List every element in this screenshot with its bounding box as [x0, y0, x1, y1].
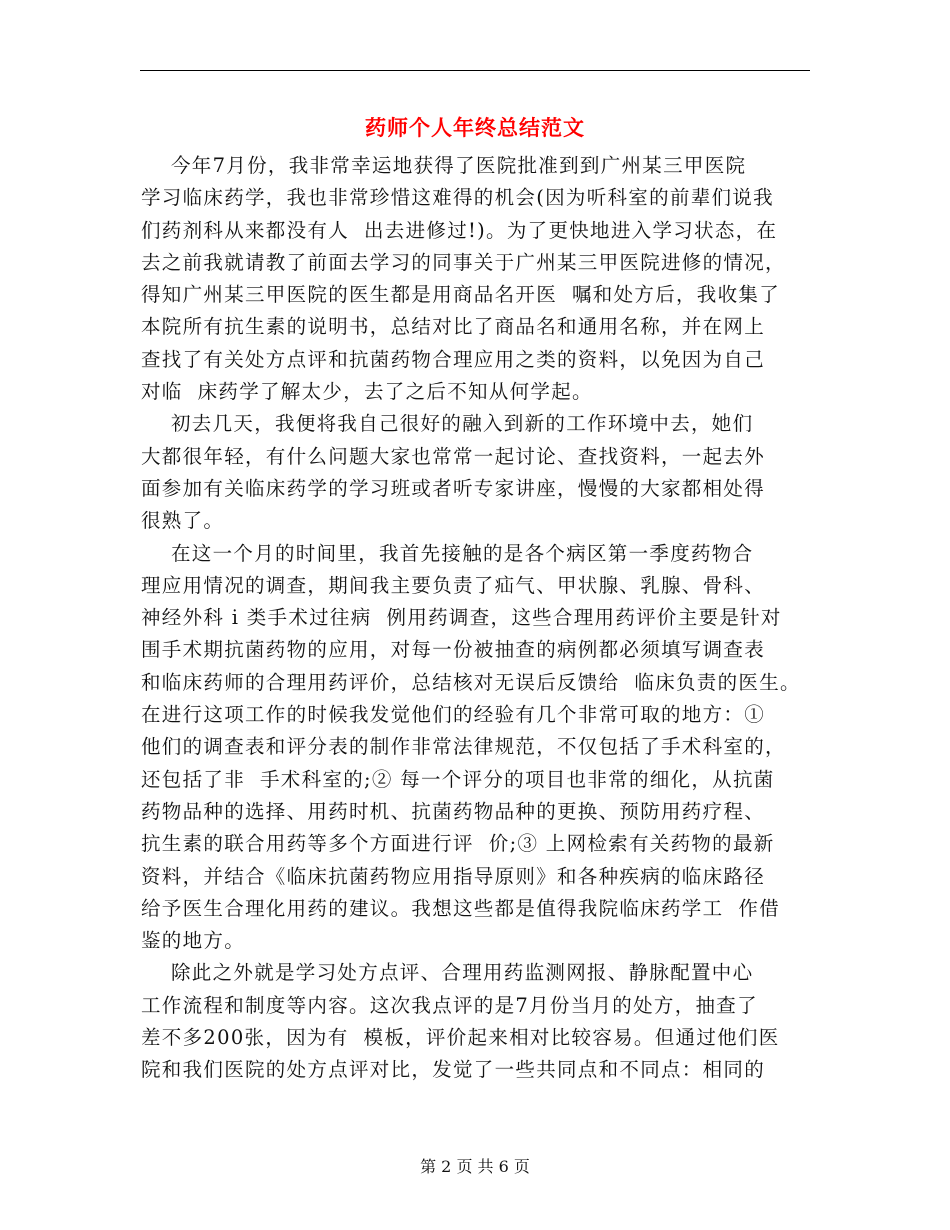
body-line: 查找了有关处方点评和抗菌药物合理应用之类的资料，以免因为自己	[141, 347, 766, 371]
body-line: 得知广州某三甲医院的医生都是用商品名开医 嘱和处方后，我收集了	[141, 283, 780, 307]
body-line: 抗生素的联合用药等多个方面进行评 价;③ 上网检索有关药物的最新	[141, 832, 775, 856]
body-line: 很熟了。	[141, 509, 225, 533]
body-line: 在进行这项工作的时候我发觉他们的经验有几个非常可取的地方：①	[141, 703, 766, 727]
body-line: 本院所有抗生素的说明书，总结对比了商品名和通用名称，并在网上	[141, 315, 766, 339]
page-footer: 第 2 页 共 6 页	[420, 1157, 530, 1176]
document-body	[141, 150, 821, 1087]
body-line: 给予医生合理化用药的建议。我想这些都是值得我院临床药学工 作借	[141, 896, 780, 920]
body-line: 大都很年轻，有什么问题大家也常常一起讨论、查找资料，一起去外	[141, 444, 766, 468]
body-line: 神经外科 i 类手术过往病 例用药调查，这些合理用药评价主要是针对	[141, 606, 782, 630]
body-line: 和临床药师的合理用药评价，总结核对无误后反馈给 临床负责的医生。	[141, 670, 801, 694]
body-line: 鉴的地方。	[141, 929, 246, 953]
body-line: 在这一个月的时间里，我首先接触的是各个病区第一季度药物合	[141, 541, 754, 565]
document-title: 药师个人年终总结范文	[365, 116, 585, 140]
body-line: 学习临床药学，我也非常珍惜这难得的机会(因为听科室的前辈们说我	[141, 186, 774, 210]
body-line: 去之前我就请教了前面去学习的同事关于广州某三甲医院进修的情况，	[141, 250, 786, 274]
body-line: 今年7月份，我非常幸运地获得了医院批准到到广州某三甲医院	[141, 154, 747, 177]
body-line: 对临 床药学了解太少，去了之后不知从何学起。	[141, 380, 593, 404]
body-line: 工作流程和制度等内容。这次我点评的是7月份当月的处方，抽查了	[141, 993, 758, 1017]
body-line: 面参加有关临床药学的学习班或者听专家讲座，慢慢的大家都相处得	[141, 476, 766, 500]
body-line: 差不多200张，因为有 模板，评价起来相对比较容易。但通过他们医	[141, 1026, 780, 1050]
body-line: 院和我们医院的处方点评对比，发觉了一些共同点和不同点：相同的	[141, 1058, 766, 1082]
body-line: 们药剂科从来都没有人 出去进修过!)。为了更快地进入学习状态，在	[141, 218, 778, 242]
body-line: 初去几天，我便将我自己很好的融入到新的工作环境中去，她们	[141, 412, 754, 436]
body-line: 除此之外就是学习处方点评、合理用药监测网报、静脉配置中心	[141, 961, 754, 985]
body-line: 他们的调查表和评分表的制作非常法律规范，不仅包括了手术科室的，	[141, 735, 786, 759]
body-line: 围手术期抗菌药物的应用，对每一份被抽查的病例都必须填写调查表	[141, 638, 766, 662]
body-line: 药物品种的选择、用药时机、抗菌药物品种的更换、预防用药疗程、	[141, 799, 766, 823]
header-rule	[140, 70, 810, 71]
body-line: 理应用情况的调查，期间我主要负责了疝气、甲状腺、乳腺、骨科、	[141, 573, 766, 597]
body-line: 资料，并结合《临床抗菌药物应用指导原则》和各种疾病的临床路径	[141, 864, 766, 888]
body-line: 还包括了非 手术科室的;② 每一个评分的项目也非常的细化，从抗菌	[141, 767, 775, 791]
